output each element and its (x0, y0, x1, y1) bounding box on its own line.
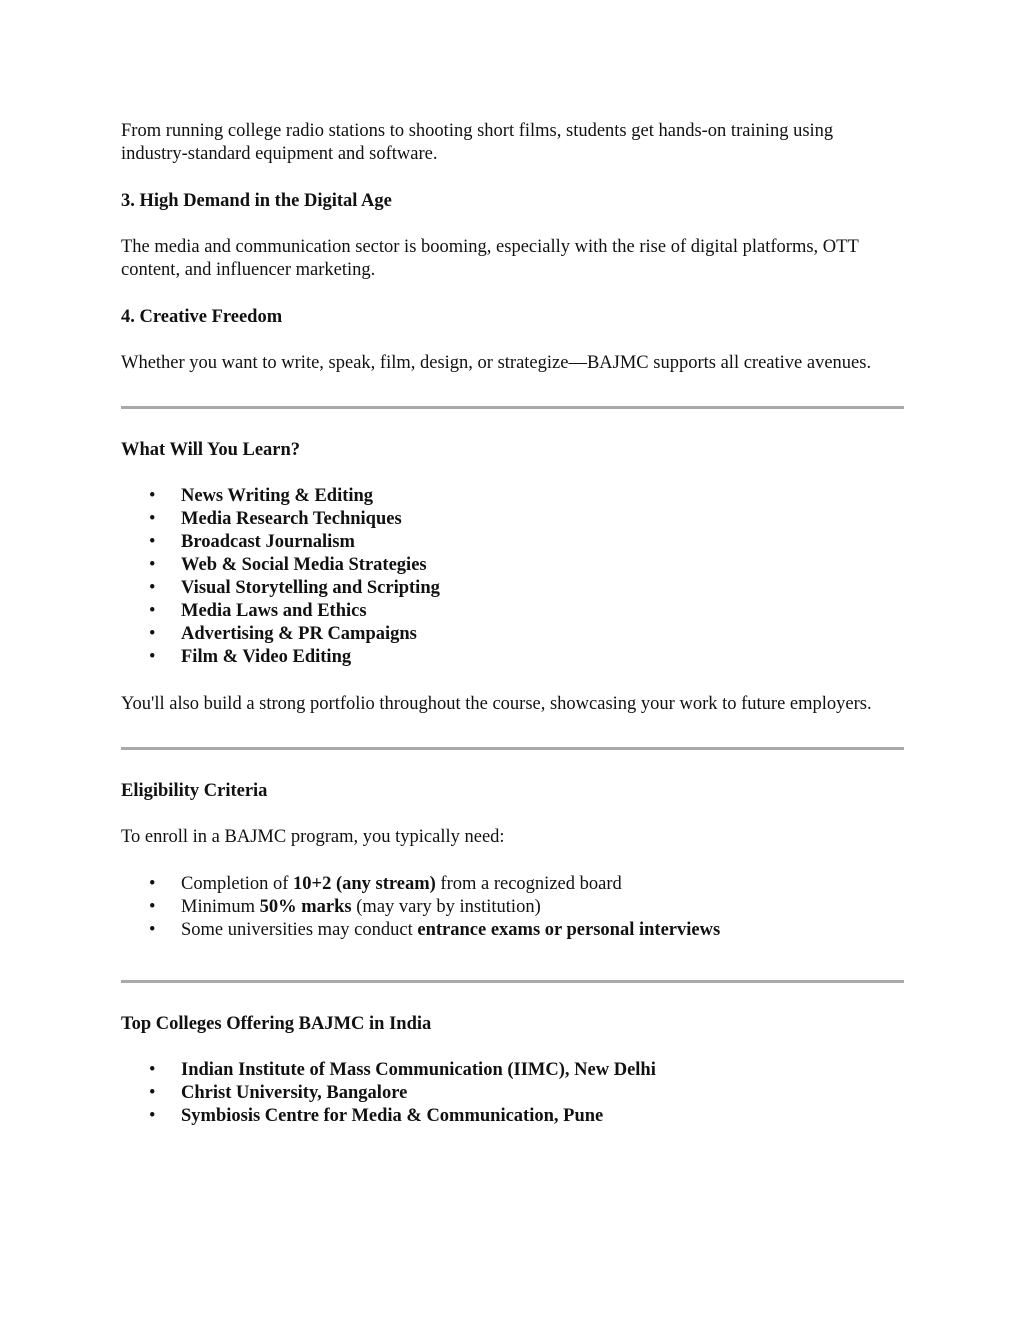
list-item: • Film & Video Editing (149, 647, 352, 667)
list-item: • Media Research Techniques (149, 509, 402, 529)
bullet-icon: • (149, 920, 156, 940)
list-item: • News Writing & Editing (149, 486, 374, 506)
bullet-icon: • (149, 897, 156, 917)
bullet-icon: • (149, 647, 156, 667)
list-item: • Web & Social Media Strategies (149, 555, 427, 575)
document-page (121, 120, 904, 1128)
divider-2 (121, 747, 904, 750)
colleges-heading: Top Colleges Offering BAJMC in India (121, 1014, 432, 1034)
eligibility-heading: Eligibility Criteria (121, 781, 268, 801)
bullet-icon: • (149, 486, 156, 506)
list-item: • Media Laws and Ethics (149, 601, 367, 621)
section-3-heading: 3. High Demand in the Digital Age (121, 191, 392, 211)
list-item: • Minimum 50% marks (may vary by institution) (149, 897, 541, 917)
list-item: • Broadcast Journalism (149, 532, 355, 552)
eligibility-list (121, 873, 904, 942)
bullet-icon: • (149, 624, 156, 644)
bullet-icon: • (149, 532, 156, 552)
list-item: • Christ University, Bangalore (149, 1083, 408, 1103)
bullet-icon: • (149, 1106, 156, 1126)
bullet-icon: • (149, 1060, 156, 1080)
learn-heading: What Will You Learn? (121, 440, 301, 460)
list-item: • Some universities may conduct entrance exams or personal interviews (149, 920, 721, 940)
section-4-paragraph: Whether you want to write, speak, film, design, or strategize—BAJMC supports all creative avenues. (121, 353, 872, 373)
list-item: • Completion of 10+2 (any stream) from a recognized board (149, 874, 622, 894)
list-item: • Symbiosis Centre for Media & Communication, Pune (149, 1106, 604, 1126)
colleges-list (121, 1059, 904, 1128)
list-item: • Visual Storytelling and Scripting (149, 578, 440, 598)
intro-paragraph: From running college radio stations to shooting short films, students get hands-on training using industry-standard equipment and software. (121, 121, 834, 164)
list-item: • Indian Institute of Mass Communication (IIMC), New Delhi (149, 1060, 656, 1080)
learn-paragraph: You'll also build a strong portfolio throughout the course, showcasing your work to future employers. (121, 694, 872, 714)
divider-1 (121, 406, 904, 409)
bullet-icon: • (149, 555, 156, 575)
divider-3 (121, 980, 904, 983)
section-3-paragraph: The media and communication sector is booming, especially with the rise of digital platforms, OTT content, and influencer marketing. (121, 237, 859, 280)
bullet-icon: • (149, 578, 156, 598)
learn-list (121, 485, 904, 669)
bullet-icon: • (149, 1083, 156, 1103)
list-item: • Advertising & PR Campaigns (149, 624, 417, 644)
eligibility-intro: To enroll in a BAJMC program, you typically need: (121, 827, 505, 847)
section-4-heading: 4. Creative Freedom (121, 307, 283, 327)
bullet-icon: • (149, 601, 156, 621)
bullet-icon: • (149, 874, 156, 894)
bullet-icon: • (149, 509, 156, 529)
